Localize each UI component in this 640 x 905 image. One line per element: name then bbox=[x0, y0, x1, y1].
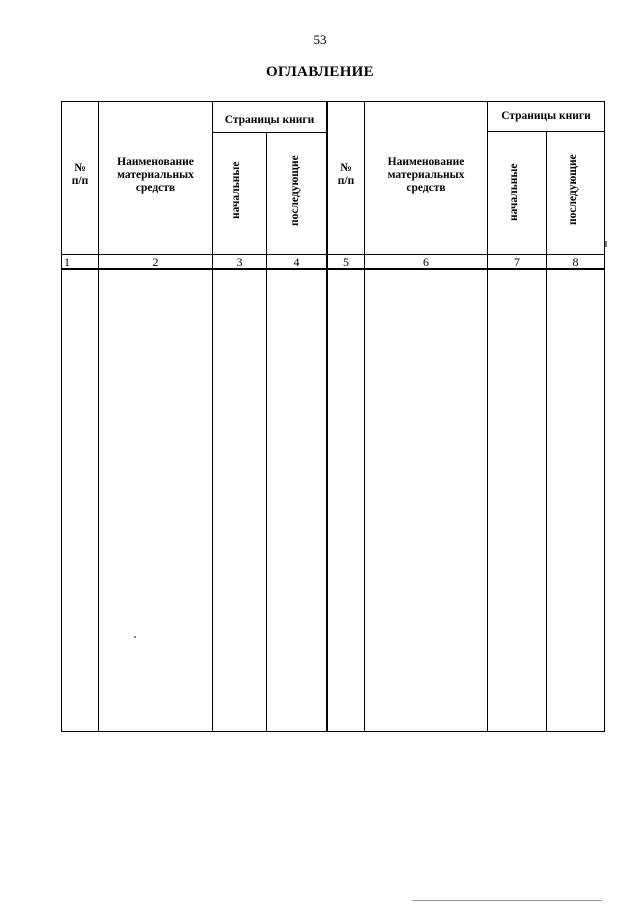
col-number-7: 7 bbox=[514, 255, 520, 269]
header-pages-group-right: Страницы книги bbox=[501, 110, 591, 122]
document-title: ОГЛАВЛЕНИЕ bbox=[266, 64, 374, 80]
col-divider-2 bbox=[212, 101, 213, 732]
col-number-2: 2 bbox=[152, 255, 159, 269]
header-subsequent-right: последующие bbox=[567, 154, 579, 226]
header-num-left: № п/п bbox=[71, 162, 89, 187]
col-divider-1 bbox=[98, 101, 99, 732]
header-initial-right: начальные bbox=[508, 163, 520, 222]
scan-edge-line bbox=[412, 900, 602, 901]
table-right-border bbox=[604, 101, 605, 732]
scan-mark bbox=[605, 241, 607, 247]
table-bottom-border bbox=[61, 731, 605, 732]
col-number-8: 8 bbox=[572, 255, 579, 269]
header-pages-group-left: Страницы книги bbox=[224, 114, 315, 126]
col-divider-6 bbox=[487, 101, 488, 732]
col-number-6: 6 bbox=[423, 255, 429, 269]
header-name-right: Наименование материальных средств bbox=[387, 156, 465, 194]
header-name-left: Наименование материальных средств bbox=[117, 156, 194, 194]
header-num-right: № п/п bbox=[337, 162, 355, 187]
col-divider-5 bbox=[364, 101, 365, 732]
header-subsequent-left: последующие bbox=[289, 155, 301, 226]
header-initial-left: начальные bbox=[230, 161, 242, 220]
scan-speck bbox=[134, 636, 136, 638]
page-number: 53 bbox=[313, 32, 327, 47]
table-left-border bbox=[61, 101, 62, 732]
col-number-3: 3 bbox=[236, 255, 243, 269]
col-number-1: 1 bbox=[64, 255, 70, 269]
table-top-border bbox=[61, 101, 605, 102]
col-divider-center bbox=[326, 101, 328, 732]
pages-group-divider-left bbox=[212, 132, 327, 133]
col-number-5: 5 bbox=[343, 255, 349, 269]
col-divider-7 bbox=[546, 131, 547, 732]
col-number-4: 4 bbox=[293, 255, 300, 269]
col-divider-3 bbox=[266, 132, 267, 732]
